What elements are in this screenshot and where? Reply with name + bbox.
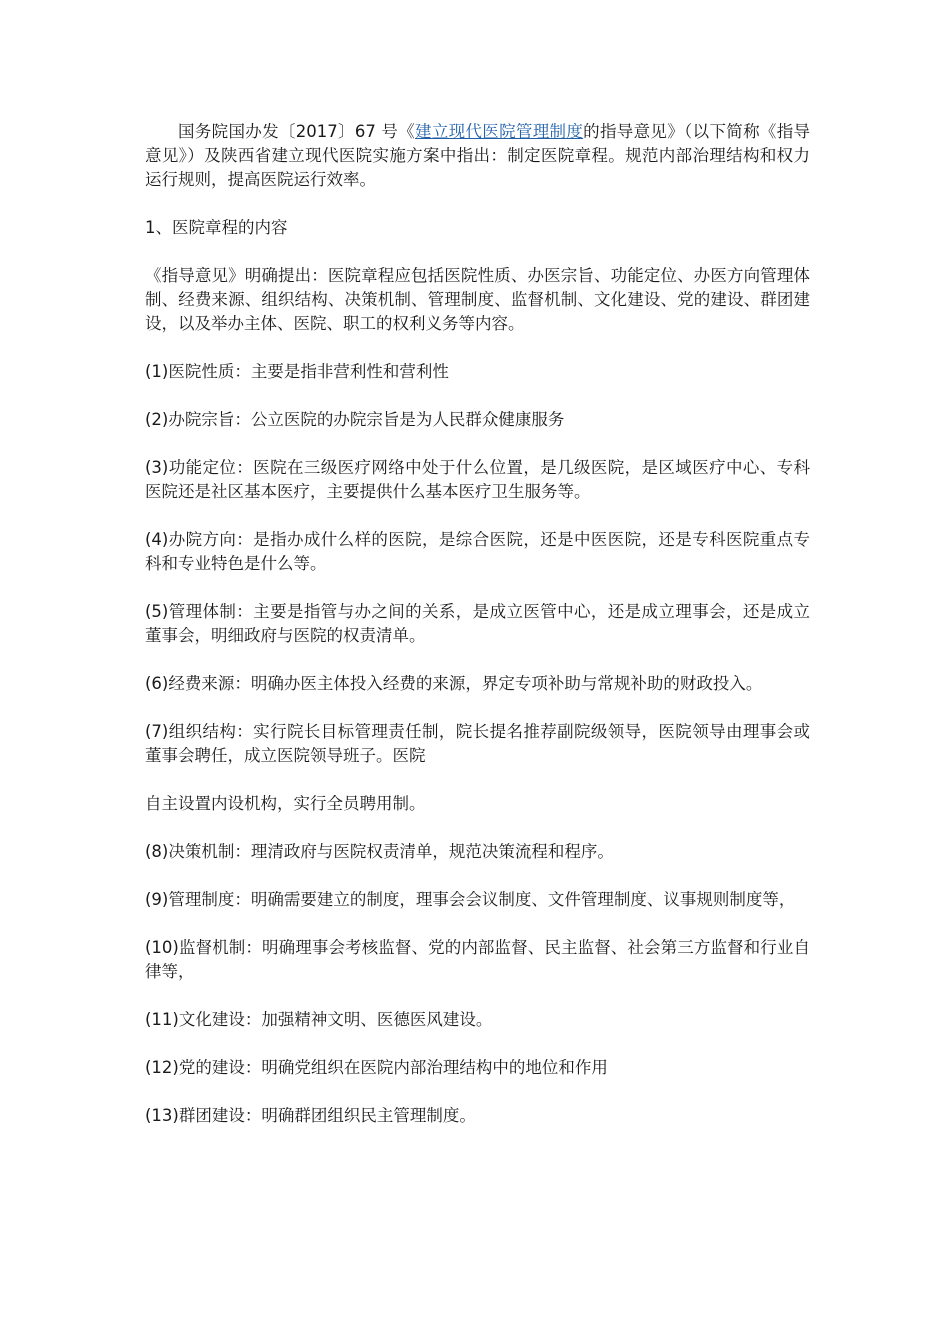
item-party-building: (12)党的建设：明确党组织在医院内部治理结构中的地位和作用 <box>145 1058 608 1077</box>
item-mass-organizations: (13)群团建设：明确群团组织民主管理制度。 <box>145 1106 476 1125</box>
document-body <box>145 120 810 1128</box>
item-decision-mechanism: (8)决策机制：理清政府与医院权责清单，规范决策流程和程序。 <box>145 842 614 861</box>
intro-paragraph <box>145 120 810 192</box>
item-management-system: (5)管理体制：主要是指管与办之间的关系，是成立医管中心，还是成立理事会，还是成立董事会，明细政府与医院的权责清单。 <box>145 602 810 645</box>
intro-text-post: 的指导意见》（以下简称《指导意见》）及陕西省建立现代医院实施方案中指出：制定医院章程。规范内部治理结构和权力运行规则，提高医院运行效率。 <box>145 122 811 189</box>
item-culture: (11)文化建设：加强精神文明、医德医风建设。 <box>145 1010 493 1029</box>
item-supervision: (10)监督机制：明确理事会考核监督、党的内部监督、民主监督、社会第三方监督和行业自律等， <box>145 938 810 981</box>
item-management-rules: (9)管理制度：明确需要建立的制度，理事会会议制度、文件管理制度、议事规则制度等， <box>145 890 796 909</box>
item-nature: (1)医院性质：主要是指非营利性和营利性 <box>145 362 449 381</box>
section-heading: 1、医院章程的内容 <box>145 218 288 237</box>
item-direction: (4)办院方向：是指办成什么样的医院，是综合医院，还是中医医院，还是专科医院重点专科和专业特色是什么等。 <box>145 530 810 573</box>
item-organization: (7)组织结构：实行院长目标管理责任制，院长提名推荐副院级领导，医院领导由理事会或董事会聘任，成立医院领导班子。医院 <box>145 722 810 765</box>
intro-text-pre: 国务院国办发〔2017〕67 号《 <box>178 122 416 141</box>
guidance-paragraph: 《指导意见》明确提出：医院章程应包括医院性质、办医宗旨、功能定位、办医方向管理体制、经费来源、组织结构、决策机制、管理制度、监督机制、文化建设、党的建设、群团建设，以及举办主体、医院、职工的权利义务等内容。 <box>145 266 810 333</box>
item-organization-continued: 自主设置内设机构，实行全员聘用制。 <box>145 794 426 813</box>
policy-link[interactable]: 建立现代医院管理制度 <box>415 122 584 141</box>
item-funding-source: (6)经费来源：明确办医主体投入经费的来源，界定专项补助与常规补助的财政投入。 <box>145 674 763 693</box>
item-positioning: (3)功能定位：医院在三级医疗网络中处于什么位置，是几级医院，是区域医疗中心、专科医院还是社区基本医疗，主要提供什么基本医疗卫生服务等。 <box>145 458 810 501</box>
item-purpose: (2)办院宗旨：公立医院的办院宗旨是为人民群众健康服务 <box>145 410 565 429</box>
